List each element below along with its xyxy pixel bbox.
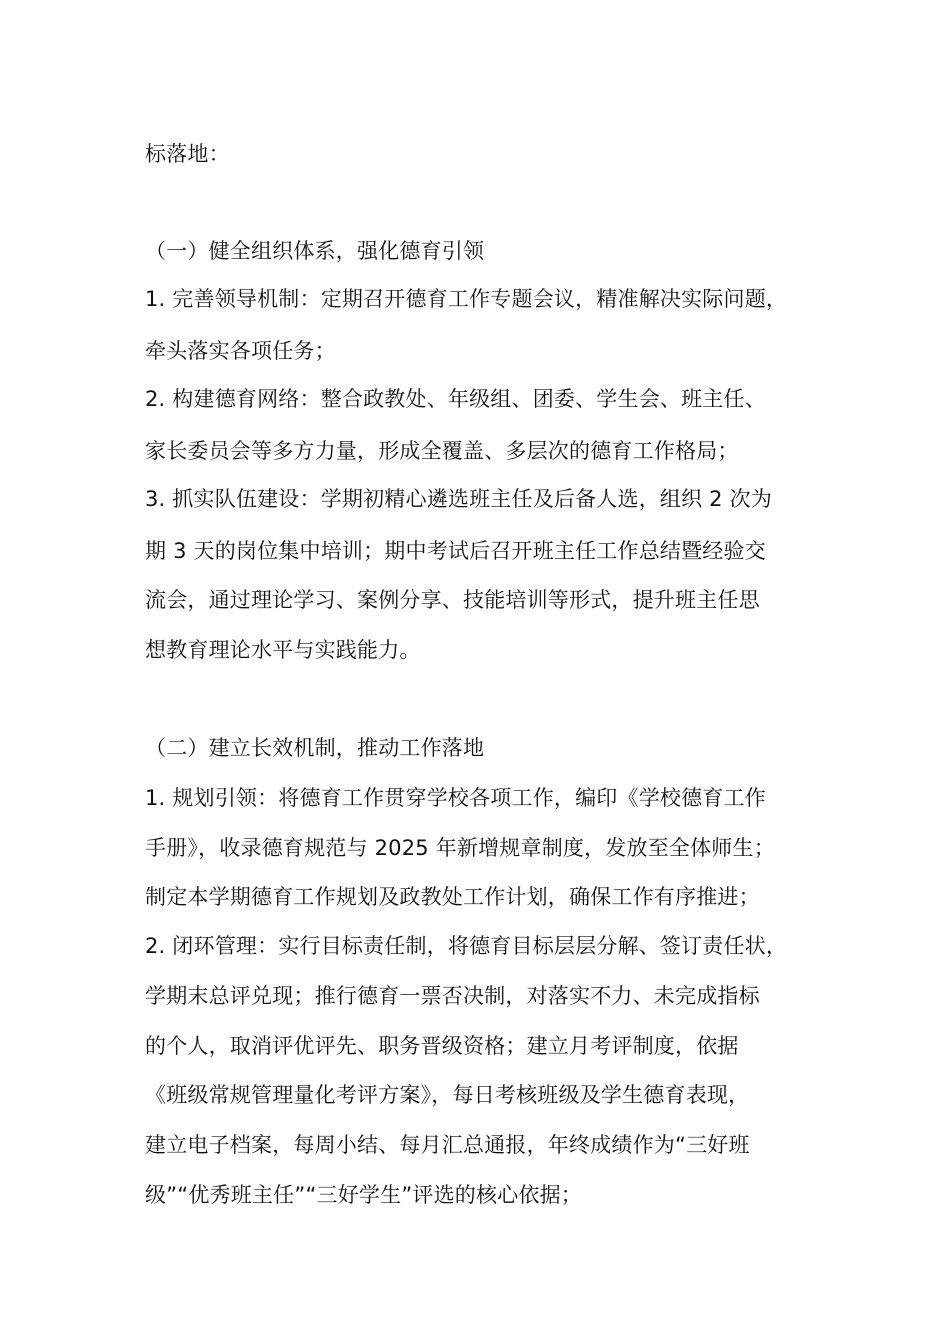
text-line: 期 3 天的岗位集中培训；期中考试后召开班主任工作总结暨经验交	[145, 539, 766, 563]
section-heading-2: （二）建立长效机制，推动工作落地	[145, 736, 485, 760]
text-line: 2. 构建德育网络：整合政教处、年级组、团委、学生会、班主任、	[145, 387, 766, 411]
section-heading-1: （一）健全组织体系，强化德育引领	[145, 239, 485, 263]
text-line: 流会，通过理论学习、案例分享、技能培训等形式，提升班主任思	[145, 588, 760, 612]
text-line: 级”“优秀班主任”“三好学生”评选的核心依据；	[145, 1183, 582, 1207]
text-line: 的个人，取消评优评先、职务晋级资格；建立月考评制度，依据	[145, 1034, 739, 1058]
text-line-continuation: 标落地：	[145, 142, 230, 166]
text-line: 牵头落实各项任务；	[145, 339, 336, 363]
text-line: 2. 闭环管理：实行目标责任制，将德育目标层层分解、签订责任状，	[145, 934, 788, 958]
text-line: 学期末总评兑现；推行德育一票否决制，对落实不力、未完成指标	[145, 984, 760, 1008]
text-line: 制定本学期德育工作规划及政教处工作计划，确保工作有序推进；	[145, 885, 760, 909]
text-line: 想教育理论水平与实践能力。	[145, 638, 421, 662]
text-line: 建立电子档案，每周小结、每月汇总通报，年终成绩作为“三好班	[145, 1133, 750, 1157]
text-line: 3. 抓实队伍建设：学期初精心遴选班主任及后备人选，组织 2 次为	[145, 487, 773, 511]
text-line: 家长委员会等多方力量，形成全覆盖、多层次的德育工作格局；	[145, 439, 739, 463]
text-line: 《班级常规管理量化考评方案》，每日考核班级及学生德育表现，	[145, 1083, 750, 1107]
text-line: 1. 完善领导机制：定期召开德育工作专题会议，精准解决实际问题，	[145, 287, 788, 311]
text-line: 手册》，收录德育规范与 2025 年新增规章制度，发放至全体师生；	[145, 836, 775, 860]
text-line: 1. 规划引领：将德育工作贯穿学校各项工作，编印《学校德育工作	[145, 786, 766, 810]
